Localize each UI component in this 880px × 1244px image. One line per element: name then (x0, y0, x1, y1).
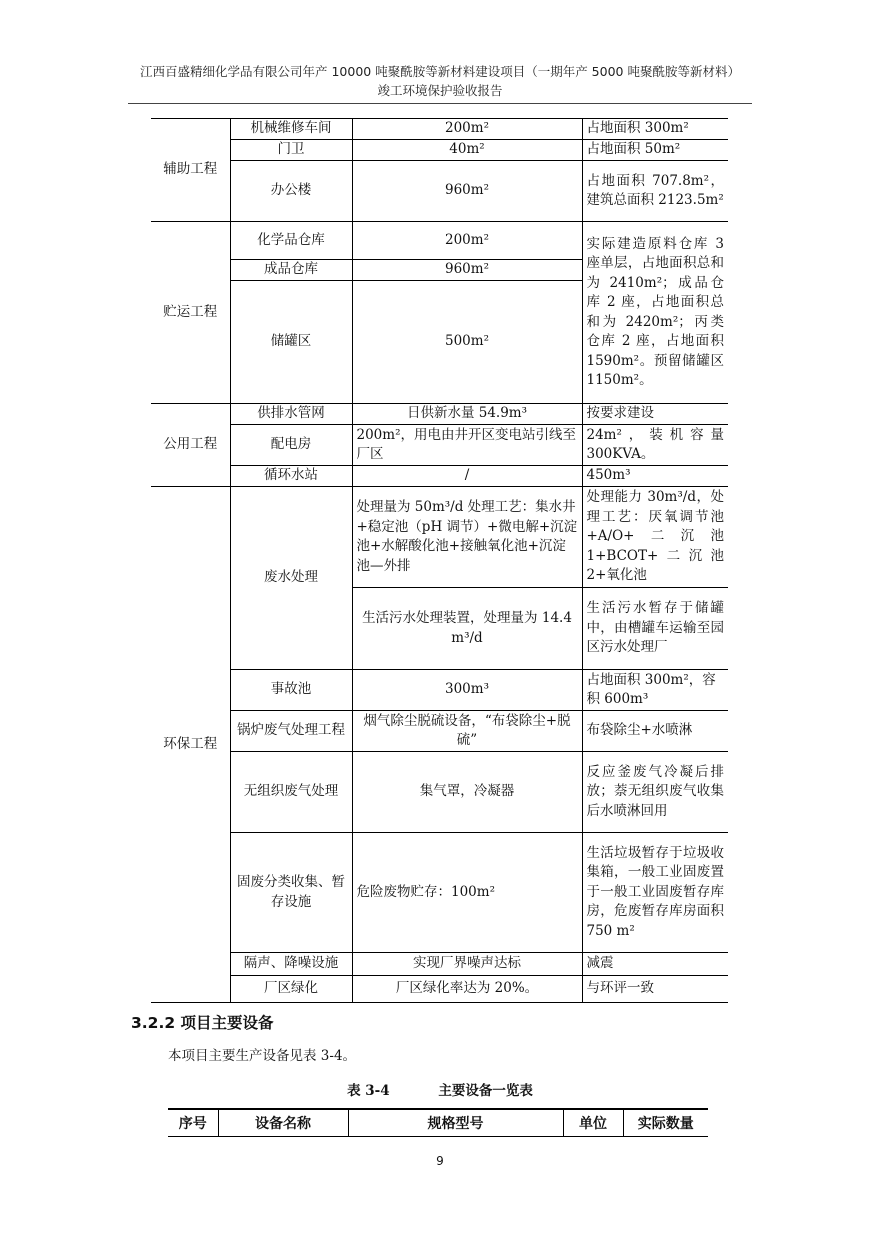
category-cell: 贮运工程 (151, 222, 230, 404)
item-name: 门卫 (230, 140, 352, 161)
item-name: 循环水站 (230, 466, 352, 487)
page-header (0, 62, 880, 100)
table-header-row (168, 1109, 708, 1137)
design-cell: 960m² (352, 161, 582, 222)
table-row (151, 140, 728, 161)
item-name: 隔声、降噪设施 (230, 953, 352, 976)
design-cell: 集气罩，冷凝器 (352, 752, 582, 833)
design-cell: 500m² (352, 281, 582, 404)
table-number: 表 3-4 (347, 1083, 390, 1099)
table-row (151, 119, 728, 140)
table-row (151, 161, 728, 222)
item-name: 化学品仓库 (230, 222, 352, 260)
actual-cell: 实际建造原料仓库 3 座单层，占地面积总和为 2410m²；成品仓库 2 座，占地面积总和为 2420m²；丙类仓库 2 座，占地面积 1590m²。预留储罐区 1150m²。 (582, 222, 728, 404)
item-name: 储罐区 (230, 281, 352, 404)
actual-cell: 占地面积 50m² (582, 140, 728, 161)
column-header: 实际数量 (623, 1109, 708, 1137)
actual-cell: 减震 (582, 953, 728, 976)
design-cell: 生活污水处理装置，处理量为 14.4 m³/d (352, 588, 582, 670)
item-name: 厂区绿化 (230, 976, 352, 1003)
design-cell: 200m² (352, 222, 582, 260)
design-cell: 烟气除尘脱硫设备，“布袋除尘+脱硫” (352, 711, 582, 752)
actual-cell: 布袋除尘+水喷淋 (582, 711, 728, 752)
table-row (151, 670, 728, 711)
section-heading: 3.2.2 项目主要设备 (131, 1014, 274, 1032)
item-name: 办公楼 (230, 161, 352, 222)
design-cell: / (352, 466, 582, 487)
actual-cell: 450m³ (582, 466, 728, 487)
table-row (151, 466, 728, 487)
table-title: 主要设备一览表 (438, 1083, 533, 1099)
category-cell: 辅助工程 (151, 119, 230, 222)
design-cell: 处理量为 50m³/d 处理工艺：集水井+稳定池（pH 调节）+微电解+沉淀池+水解酸化池+接触氧化池+沉淀池—外排 (352, 487, 582, 588)
design-cell: 200m² (352, 119, 582, 140)
actual-cell: 生活垃圾暂存于垃圾收集箱，一般工业固废置于一般工业固废暂存库房，危废暂存库房面积 750 m² (582, 833, 728, 953)
table-row (151, 752, 728, 833)
column-header: 规格型号 (348, 1109, 563, 1137)
table-row (151, 487, 728, 588)
category-cell: 环保工程 (151, 487, 230, 1003)
design-cell: 厂区绿化率达为 20%。 (352, 976, 582, 1003)
actual-cell: 占地面积 300m²，容积 600m³ (582, 670, 728, 711)
table-row (151, 976, 728, 1003)
actual-cell: 处理能力 30m³/d，处理工艺：厌氧调节池+A/O+二沉池 1+BCOT+二沉池 2+氧化池 (582, 487, 728, 588)
table-row (151, 953, 728, 976)
design-cell: 200m²，用电由井开区变电站引线至厂区 (352, 425, 582, 466)
item-name: 成品仓库 (230, 260, 352, 281)
column-header: 设备名称 (218, 1109, 348, 1137)
actual-cell: 24m²，装机容量 300KVA。 (582, 425, 728, 466)
item-name: 供排水管网 (230, 404, 352, 425)
table-caption (0, 1079, 880, 1099)
item-name: 废水处理 (230, 487, 352, 670)
header-line-1: 江西百盛精细化学品有限公司年产 10000 吨聚酰胺等新材料建设项目（一期年产 5000 吨聚酰胺等新材料） (140, 64, 740, 79)
table-row (151, 222, 728, 260)
table-row (151, 425, 728, 466)
table-row (151, 404, 728, 425)
design-cell: 实现厂界噪声达标 (352, 953, 582, 976)
column-header: 序号 (178, 1116, 207, 1132)
column-header: 单位 (563, 1109, 623, 1137)
item-name: 锅炉废气处理工程 (230, 711, 352, 752)
item-name: 机械维修车间 (230, 119, 352, 140)
actual-cell: 占地面积 707.8m²，建筑总面积 2123.5m² (582, 161, 728, 222)
body-paragraph: 本项目主要生产设备见表 3-4。 (168, 1048, 357, 1064)
item-name: 配电房 (230, 425, 352, 466)
project-scope-table (151, 118, 728, 1003)
item-name: 无组织废气处理 (230, 752, 352, 833)
item-name: 固废分类收集、暂存设施 (230, 833, 352, 953)
table-row (151, 833, 728, 953)
design-cell: 危险废物贮存：100m² (352, 833, 582, 953)
design-cell: 日供新水量 54.9m³ (352, 404, 582, 425)
design-cell: 40m² (352, 140, 582, 161)
actual-cell: 与环评一致 (582, 976, 728, 1003)
page-number: 9 (436, 1154, 444, 1168)
table-row (151, 711, 728, 752)
design-cell: 960m² (352, 260, 582, 281)
header-line-2: 竣工环境保护验收报告 (377, 83, 503, 98)
actual-cell: 占地面积 300m² (582, 119, 728, 140)
equipment-table (168, 1108, 708, 1137)
header-rule (128, 103, 752, 104)
actual-cell: 反应釜废气冷凝后排放；萘无组织废气收集后水喷淋回用 (582, 752, 728, 833)
design-cell: 300m³ (352, 670, 582, 711)
category-cell: 公用工程 (151, 404, 230, 487)
actual-cell: 生活污水暂存于储罐中，由槽罐车运输至园区污水处理厂 (582, 588, 728, 670)
item-name: 事故池 (230, 670, 352, 711)
actual-cell: 按要求建设 (582, 404, 728, 425)
